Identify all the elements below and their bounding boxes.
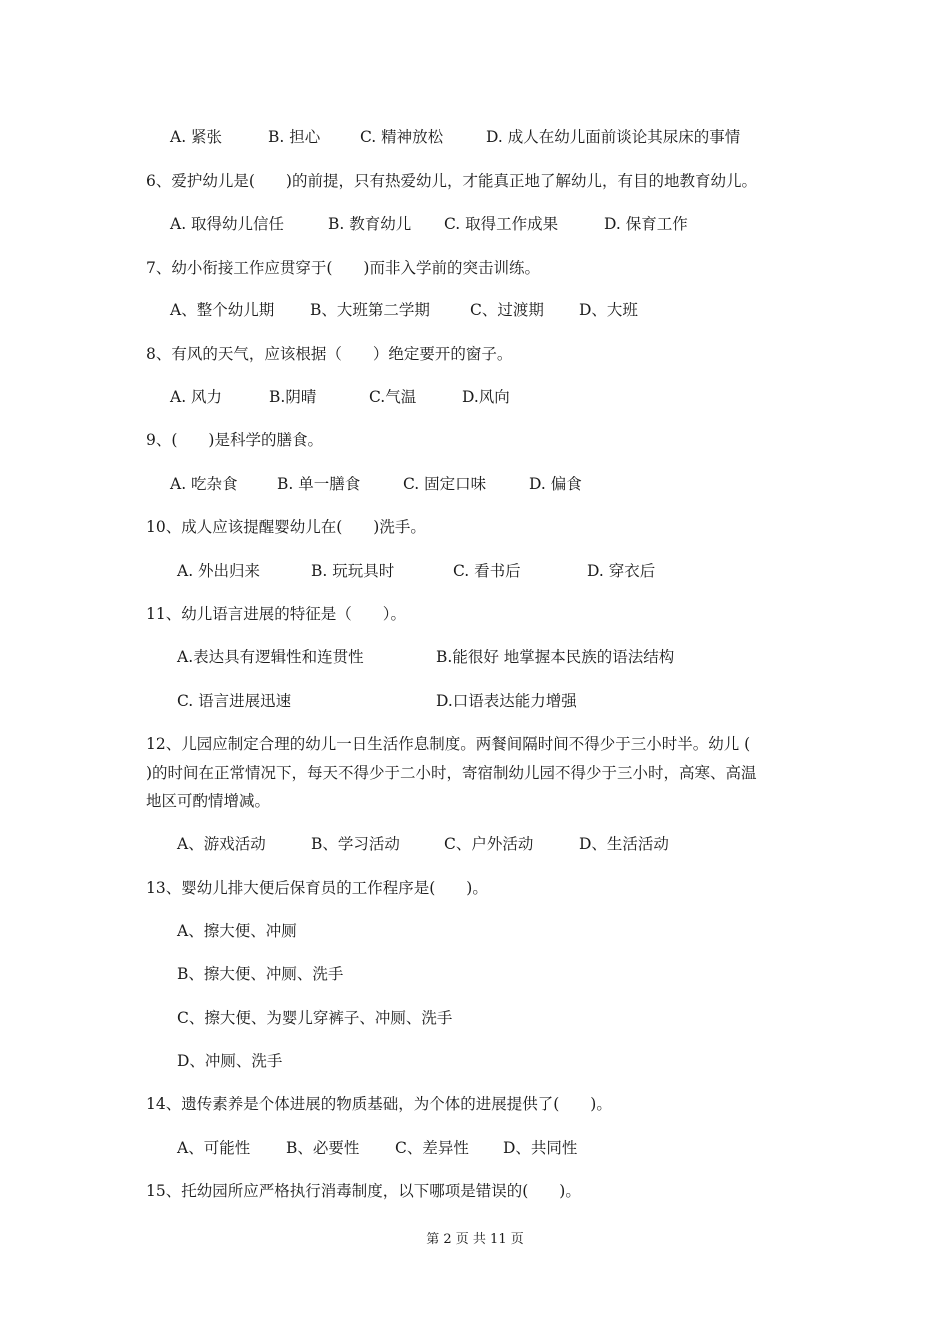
page-footer: 第 2 页 共 11 页: [426, 1232, 524, 1247]
q8-stem: 8、有风的天气，应该根据（ ）绝定要开的窗子。: [146, 345, 513, 363]
q12-stem-line3: 地区可酌情增减。: [146, 792, 271, 810]
q9-option-c: C. 固定口味: [403, 475, 487, 493]
q8-option-b: B.阴晴: [269, 388, 317, 406]
q14-stem: 14、遗传素养是个体进展的物质基础，为个体的进展提供了( )。: [146, 1095, 612, 1113]
q10-option-b: B. 玩玩具时: [311, 562, 395, 580]
q10-option-a: A. 外出归来: [177, 562, 261, 580]
q12-option-a: A、游戏活动: [177, 835, 266, 853]
q8-option-a: A. 风力: [170, 388, 223, 406]
q7-option-d: D、大班: [579, 301, 638, 319]
q7-option-a: A、整个幼儿期: [170, 301, 275, 319]
q10-stem: 10、成人应该提醒婴幼儿在( )洗手。: [146, 518, 426, 536]
q13-stem: 13、婴幼儿排大便后保育员的工作程序是( )。: [146, 879, 488, 897]
q11-option-c: C. 语言进展迅速: [177, 692, 292, 710]
q13-option-c: C、擦大便、为婴儿穿裤子、冲厕、洗手: [177, 1009, 453, 1027]
q10-option-c: C. 看书后: [453, 562, 521, 580]
q13-option-a: A、擦大便、冲厕: [177, 922, 297, 940]
q5-option-d: D. 成人在幼儿面前谈论其尿床的事情: [486, 128, 741, 146]
q6-option-c: C. 取得工作成果: [444, 215, 559, 233]
q15-stem: 15、托幼园所应严格执行消毒制度，以下哪项是错误的( )。: [146, 1182, 581, 1200]
q9-option-d: D. 偏食: [529, 475, 582, 493]
q10-option-d: D. 穿衣后: [587, 562, 656, 580]
q12-stem-line1: 12、儿园应制定合理的幼儿一日生活作息制度。两餐间隔时间不得少于三小时半。幼儿 (: [146, 735, 751, 753]
q9-stem: 9、( )是科学的膳食。: [146, 431, 323, 449]
q11-option-a: A.表达具有逻辑性和连贯性: [177, 648, 364, 666]
q11-stem: 11、幼儿语言进展的特征是（ ）。: [146, 605, 406, 623]
q6-option-d: D. 保育工作: [604, 215, 688, 233]
q8-option-d: D.风向: [462, 388, 510, 406]
q5-option-a: A. 紧张: [170, 128, 223, 146]
q11-option-b: B.能很好 地掌握本民族的语法结构: [436, 648, 675, 666]
q6-stem: 6、爱护幼儿是( )的前提，只有热爱幼儿，才能真正地了解幼儿，有目的地教育幼儿。: [146, 172, 757, 190]
q13-option-b: B、擦大便、冲厕、洗手: [177, 965, 344, 983]
q7-option-b: B、大班第二学期: [310, 301, 430, 319]
q12-option-b: B、学习活动: [311, 835, 400, 853]
q9-option-b: B. 单一膳食: [277, 475, 361, 493]
q8-option-c: C.气温: [369, 388, 417, 406]
q5-option-b: B. 担心: [268, 128, 321, 146]
q14-option-d: D、共同性: [503, 1139, 578, 1157]
q12-option-d: D、生活活动: [579, 835, 669, 853]
q5-option-c: C. 精神放松: [360, 128, 444, 146]
q12-option-c: C、户外活动: [444, 835, 534, 853]
q6-option-b: B. 教育幼儿: [328, 215, 412, 233]
q6-option-a: A. 取得幼儿信任: [170, 215, 285, 233]
q7-option-c: C、过渡期: [470, 301, 544, 319]
q14-option-c: C、差异性: [395, 1139, 469, 1157]
q14-option-b: B、必要性: [286, 1139, 360, 1157]
q11-option-d: D.口语表达能力增强: [436, 692, 577, 710]
q9-option-a: A. 吃杂食: [170, 475, 238, 493]
q14-option-a: A、可能性: [177, 1139, 251, 1157]
q13-option-d: D、冲厕、洗手: [177, 1052, 283, 1070]
q12-stem-line2: )的时间在正常情况下，每天不得少于二小时，寄宿制幼儿园不得少于三小时，高寒、高温: [146, 764, 757, 782]
q7-stem: 7、幼小衔接工作应贯穿于( )而非入学前的突击训练。: [146, 259, 540, 277]
